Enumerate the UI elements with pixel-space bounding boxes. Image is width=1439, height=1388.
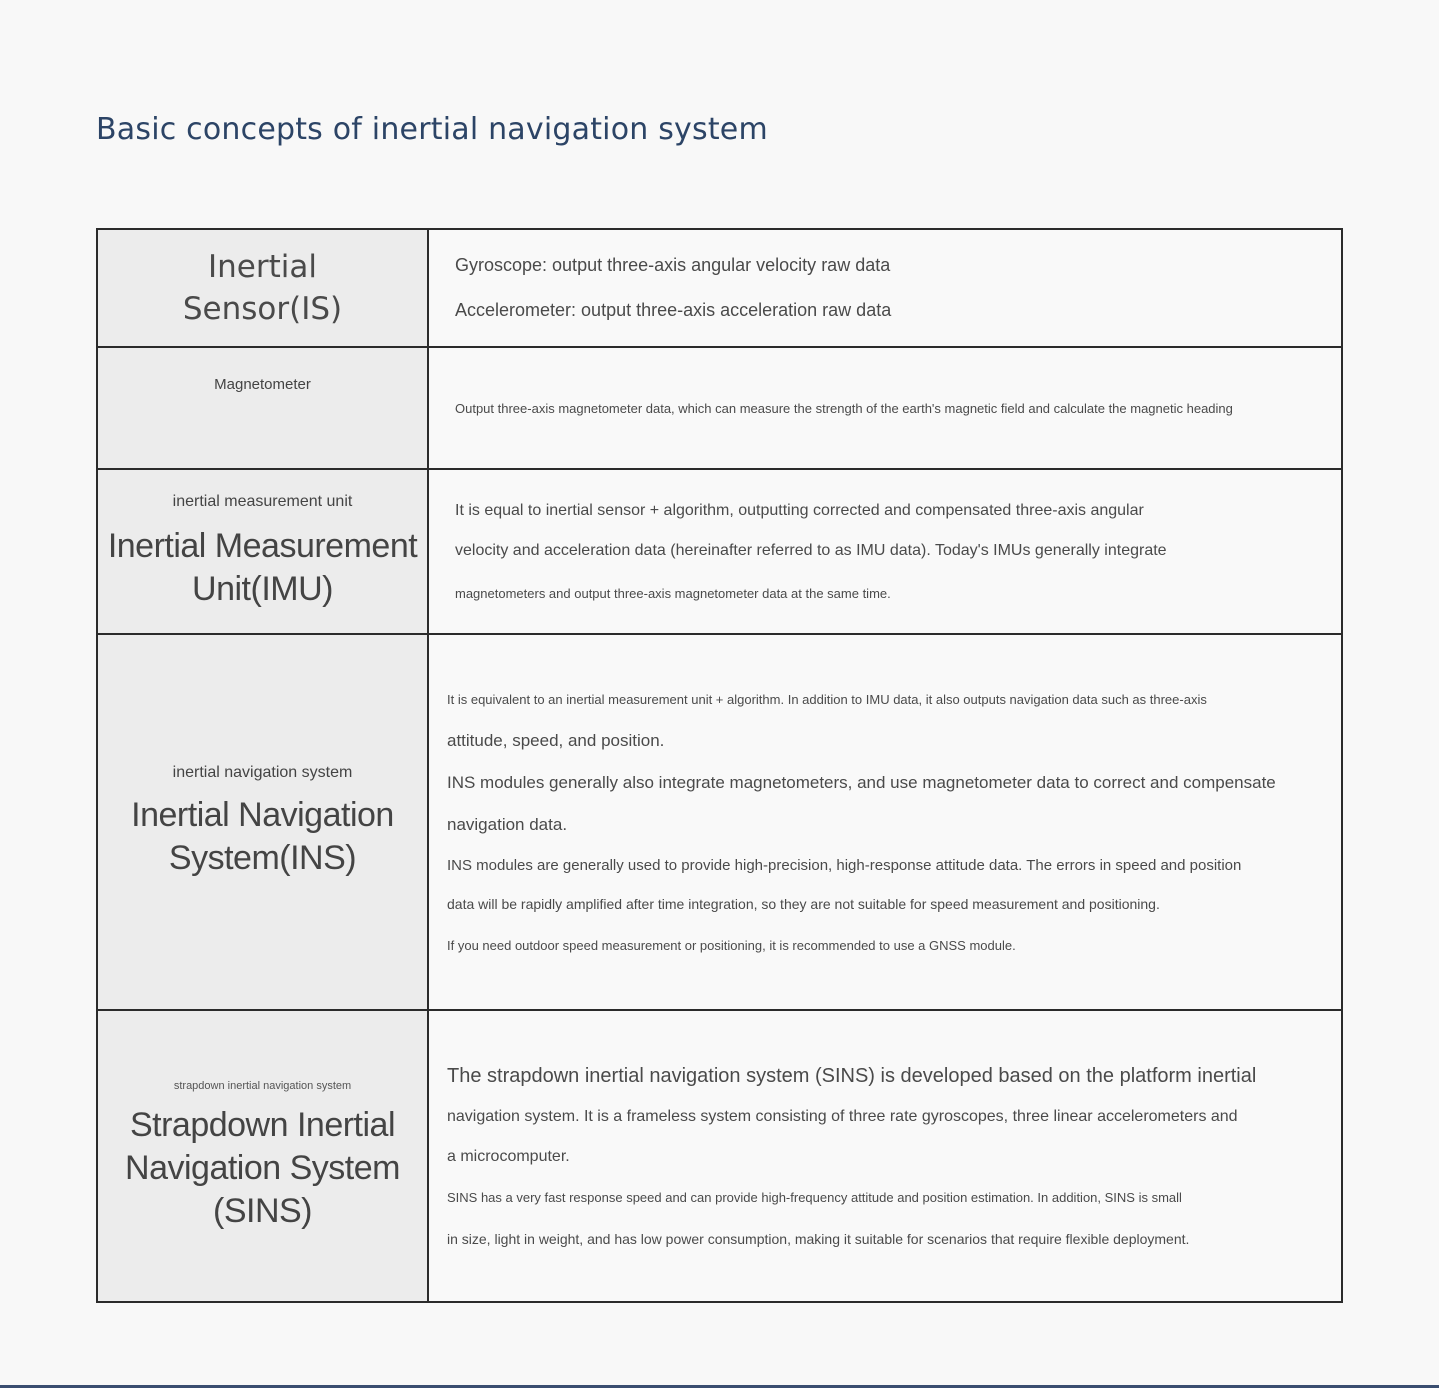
term-subtitle-imu: inertial measurement unit [172,492,353,510]
table-row-ins [97,634,1342,1010]
definition-cell-magnetometer [428,347,1342,469]
definition-line: SINS has a very fast response speed and can provide high-frequency attitude and position estimation. In addition, SINS is small [447,1190,1182,1205]
term-title-imu: Inertial Measurement Unit(IMU) [107,526,418,608]
definition-cell-ins [428,634,1342,1010]
definition-line: Output three-axis magnetometer data, which can measure the strength of the earth's magnetic field and calculate the magnetic heading [455,400,1233,416]
definition-line: It is equivalent to an inertial measurement unit + algorithm. In addition to IMU data, it also outputs navigation data such as three-axis [447,691,1207,707]
table-row-sins [97,1010,1342,1302]
definition-line: Gyroscope: output three-axis angular velocity raw data [455,255,891,275]
definition-cell-sins [428,1010,1342,1302]
term-title-sins: Strapdown Inertial Navigation System (SINS) [125,1105,400,1230]
concepts-table [96,228,1343,1303]
term-cell-imu [97,469,428,634]
term-title-is: Inertial Sensor(IS) [182,249,343,327]
definition-line: Accelerometer: output three-axis acceleration raw data [455,300,892,320]
definition-line: in size, light in weight, and has low power consumption, making it suitable for scenarios that require flexible deployment. [447,1231,1190,1247]
term-subtitle-ins: inertial navigation system [172,764,353,781]
definition-line: data will be rapidly amplified after time integration, so they are not suitable for speed measurement and positioning. [447,895,1160,912]
definition-line: INS modules generally also integrate magnetometers, and use magnetometer data to correct and compensate [447,772,1276,792]
term-cell-is [97,229,428,347]
term-cell-ins [97,634,428,1010]
table-row-magnetometer [97,347,1342,469]
term-cell-magnetometer [97,347,428,469]
definition-line: navigation data. [447,814,568,834]
term-subtitle-sins: strapdown inertial navigation system [173,1079,352,1092]
definition-line: navigation system. It is a frameless system consisting of three rate gyroscopes, three linear accelerometers and [447,1108,1238,1125]
definition-line: attitude, speed, and position. [447,730,665,750]
page-title: Basic concepts of inertial navigation system [96,112,768,147]
term-title-magnetometer: Magnetometer [214,376,311,393]
definition-line: INS modules are generally used to provide high-precision, high-response attitude data. The errors in speed and position [447,856,1242,874]
table-row-is [97,229,1342,347]
definition-line: It is equal to inertial sensor + algorithm, outputting corrected and compensated three-axis angular [455,502,1144,519]
table-row-imu [97,469,1342,634]
definition-line: velocity and acceleration data (hereinafter referred to as IMU data). Today's IMUs generally integrate [455,542,1167,559]
term-cell-sins [97,1010,428,1302]
definition-cell-is [428,229,1342,347]
definition-line: The strapdown inertial navigation system (SINS) is developed based on the platform inertial [447,1065,1257,1087]
definition-line: If you need outdoor speed measurement or positioning, it is recommended to use a GNSS module. [447,937,1016,953]
term-title-ins: Inertial Navigation System(INS) [131,796,394,877]
definition-line: a microcomputer. [447,1148,570,1165]
definition-line: magnetometers and output three-axis magnetometer data at the same time. [455,586,891,601]
definition-cell-imu [428,469,1342,634]
